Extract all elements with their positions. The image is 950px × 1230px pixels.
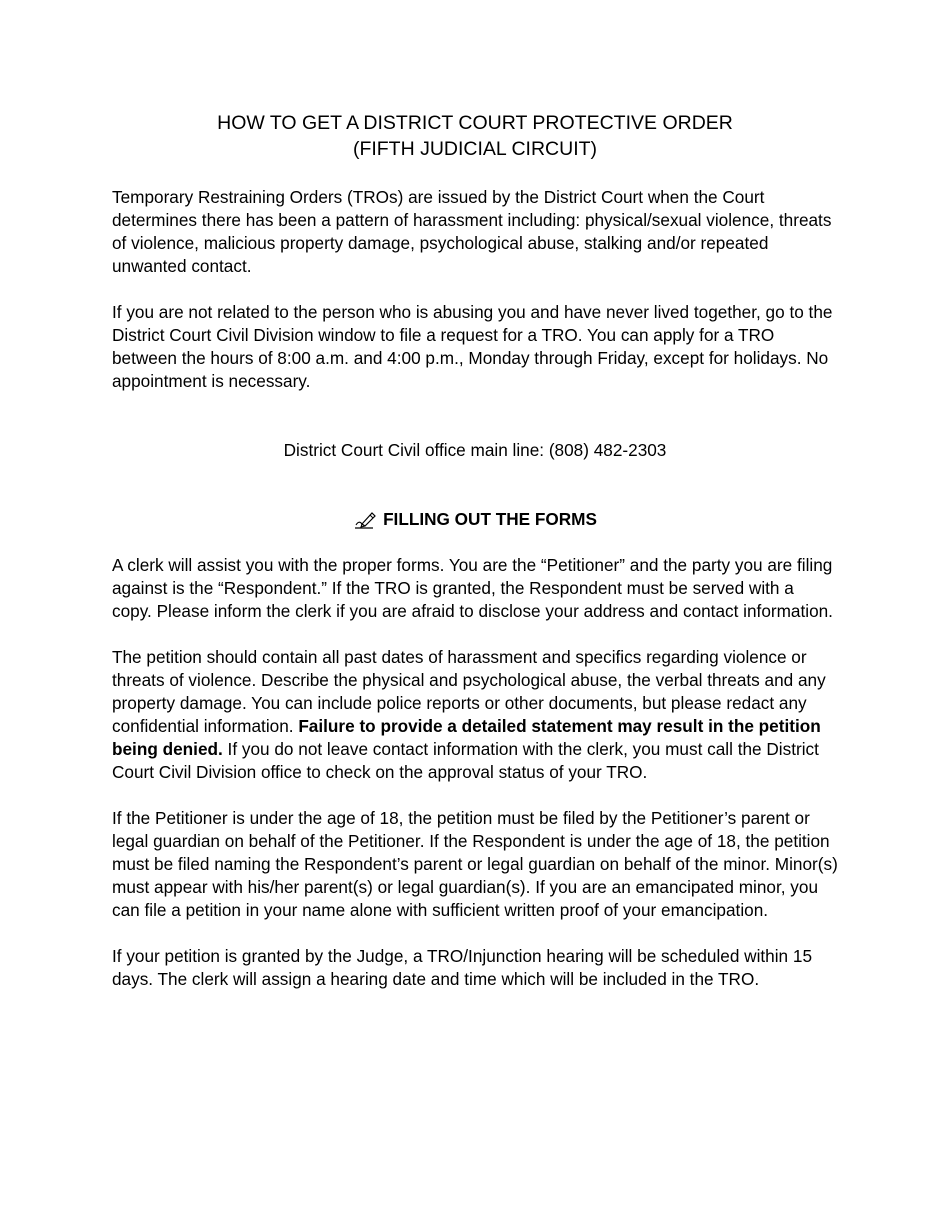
title-line-2: (FIFTH JUDICIAL CIRCUIT): [352, 138, 598, 160]
document-title: [112, 110, 838, 162]
paragraph-minors: If the Petitioner is under the age of 18, the petition must be filed by the Petitioner’s parent or legal guardian on behalf of the Petitioner. If the Respondent is under the age of 18, the petition must be filed naming the Respondent’s parent or legal guardian on behalf of the minor. Minor(s) must appear with his/her parent(s) or legal guardian(s). If you are an emancipated minor, you can file a petition in your name alone with sufficient written proof of your emancipation.: [112, 808, 838, 920]
paragraph-hearing: If your petition is granted by the Judge, a TRO/Injunction hearing will be scheduled within 15 days. The clerk will assign a hearing date and time which will be included in the TRO.: [112, 946, 813, 989]
title-line-1: HOW TO GET A DISTRICT COURT PROTECTIVE ORDER: [217, 112, 733, 134]
section-heading-text: FILLING OUT THE FORMS: [383, 509, 597, 529]
petition-warning-bold: Failure to provide a detailed statement may result in the petition being denied.: [112, 716, 821, 759]
pencil-writing-icon: [353, 510, 377, 530]
section-heading-filling-forms: [112, 508, 838, 531]
document-page: [112, 110, 838, 1014]
paragraph-clerk-assistance: A clerk will assist you with the proper forms. You are the “Petitioner” and the party you are filing against is the “Respondent.” If the TRO is granted, the Respondent must be served with a copy. Please inform the clerk if you are afraid to disclose your address and contact information.: [112, 555, 833, 621]
phone-line: District Court Civil office main line: (808) 482-2303: [283, 440, 667, 460]
paragraph-petition-contents: [112, 646, 838, 784]
petition-contents-text-2: If you do not leave contact information with the clerk, you must call the District Court Civil Division office to check on the approval status of your TRO.: [112, 739, 819, 782]
petition-contents-text-1: The petition should contain all past dates of harassment and specifics regarding violence or threats of violence. Describe the physical and psychological abuse, the verbal threats and any property damage. You can include police reports or other documents, but please redact any confidential information.: [112, 647, 826, 736]
paragraph-where-to-file: If you are not related to the person who is abusing you and have never lived together, go to the District Court Civil Division window to file a request for a TRO. You can apply for a TRO between the hours of 8:00 a.m. and 4:00 p.m., Monday through Friday, except for holidays. No appointment is necessary.: [112, 302, 833, 391]
paragraph-tro-definition: Temporary Restraining Orders (TROs) are issued by the District Court when the Court determines there has been a pattern of harassment including: physical/sexual violence, threats of violence, malicious property damage, psychological abuse, stalking and/or repeated unwanted contact.: [112, 187, 832, 276]
